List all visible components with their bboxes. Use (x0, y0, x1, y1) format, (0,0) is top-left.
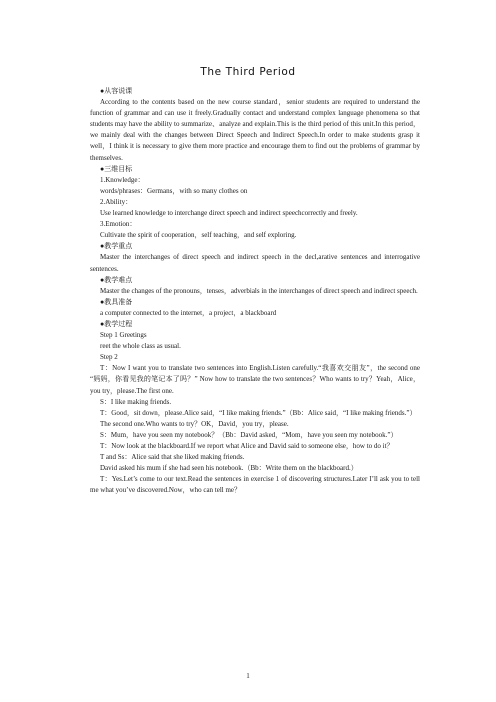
goal-ability-label: 2.Ability： (100, 197, 133, 206)
goal-knowledge-label: 1.Knowledge： (100, 175, 145, 184)
paragraph-difficulty: Master the changes of the pronouns，tenses，adverbials in the interchanges of direct speech and indirect speech. (100, 286, 418, 295)
section-heading-process: ●教学过程 (100, 319, 133, 328)
dialogue-line: T and Ss：Alice said that she liked making friends. (100, 453, 245, 462)
step-1-text: reet the whole class as usual. (100, 342, 181, 351)
goal-emotion-text: Cultivate the spirit of cooperation，self teaching，and self exploring. (100, 231, 297, 240)
section-heading-difficulty: ●教学难点 (100, 275, 133, 284)
paragraph-course: According to the contents based on the new course standard，senior students are required to understand the function of grammar and can use it freely.Gradually contact and understand complex language phenomena so that students may have the ability to summarize、analyze and explain.This is the third period of this unit.In this period，we mainly deal with the changes between Direct Speech and Indirect Speech.In order to make students grasp it well，I think it is necessary to give them more practice and encourage them to find out the problems of grammar by themselves. (90, 98, 420, 162)
goal-knowledge-text: words/phrases：Germans，with so many clothes on (100, 186, 248, 195)
dialogue-line: S：Mum，have you seen my notebook？（Bb：David asked，“Mom，have you seen my notebook.”） (100, 430, 398, 439)
step-1-heading: Step 1 Greetings (100, 331, 147, 340)
section-heading-key: ●教学重点 (100, 242, 133, 251)
document-body (90, 86, 420, 496)
step-2-heading: Step 2 (100, 353, 118, 362)
goal-emotion-label: 3.Emotion： (100, 220, 137, 229)
section-heading-tools: ●教具准备 (100, 297, 133, 306)
dialogue-line: T：Now I want you to translate two sentences into English.Listen carefully.“我喜欢交朋友”，the second one “妈妈，你看见我的笔记本了吗？” Now how to translate the two sentences？Who wants to try？Yeah，Alice，you try，please.The first one. (90, 364, 420, 395)
page-title: The Third Period (200, 66, 296, 78)
goal-ability-text: Use learned knowledge to interchange direct speech and indirect speechcorrectly and freely. (100, 209, 358, 218)
paragraph-key: Master the interchanges of direct speech and indirect speech in the decl,arative sentences and interrogative sentences. (90, 253, 420, 273)
dialogue-line: T：Yes.Let’s come to our text.Read the sentences in exercise 1 of discovering structures.Later I’ll ask you to tell me what you’ve discovered.Now，who can tell me？ (90, 475, 420, 495)
page-number: 1 (246, 672, 250, 680)
dialogue-line: T：Now look at the blackboard.If we report what Alice and David said to someone else，how to do it？ (100, 442, 394, 450)
dialogue-line: T：Good，sit down，please.Alice said，“I like making friends.”（Bb：Alice said，“I like making friends.”） (100, 408, 417, 417)
dialogue-line: S：I like making friends. (100, 397, 172, 406)
section-heading-course: ●从容说课 (100, 87, 133, 95)
dialogue-line: David asked his mum if she had seen his notebook.（Bb：Write them on the blackboard.） (100, 464, 358, 473)
paragraph-tools: a computer connected to the internet，a project，a blackboard (100, 308, 277, 317)
dialogue-line: The second one.Who wants to try？OK，David，you try，please. (100, 419, 289, 428)
section-heading-goals: ●三维目标 (100, 164, 133, 173)
